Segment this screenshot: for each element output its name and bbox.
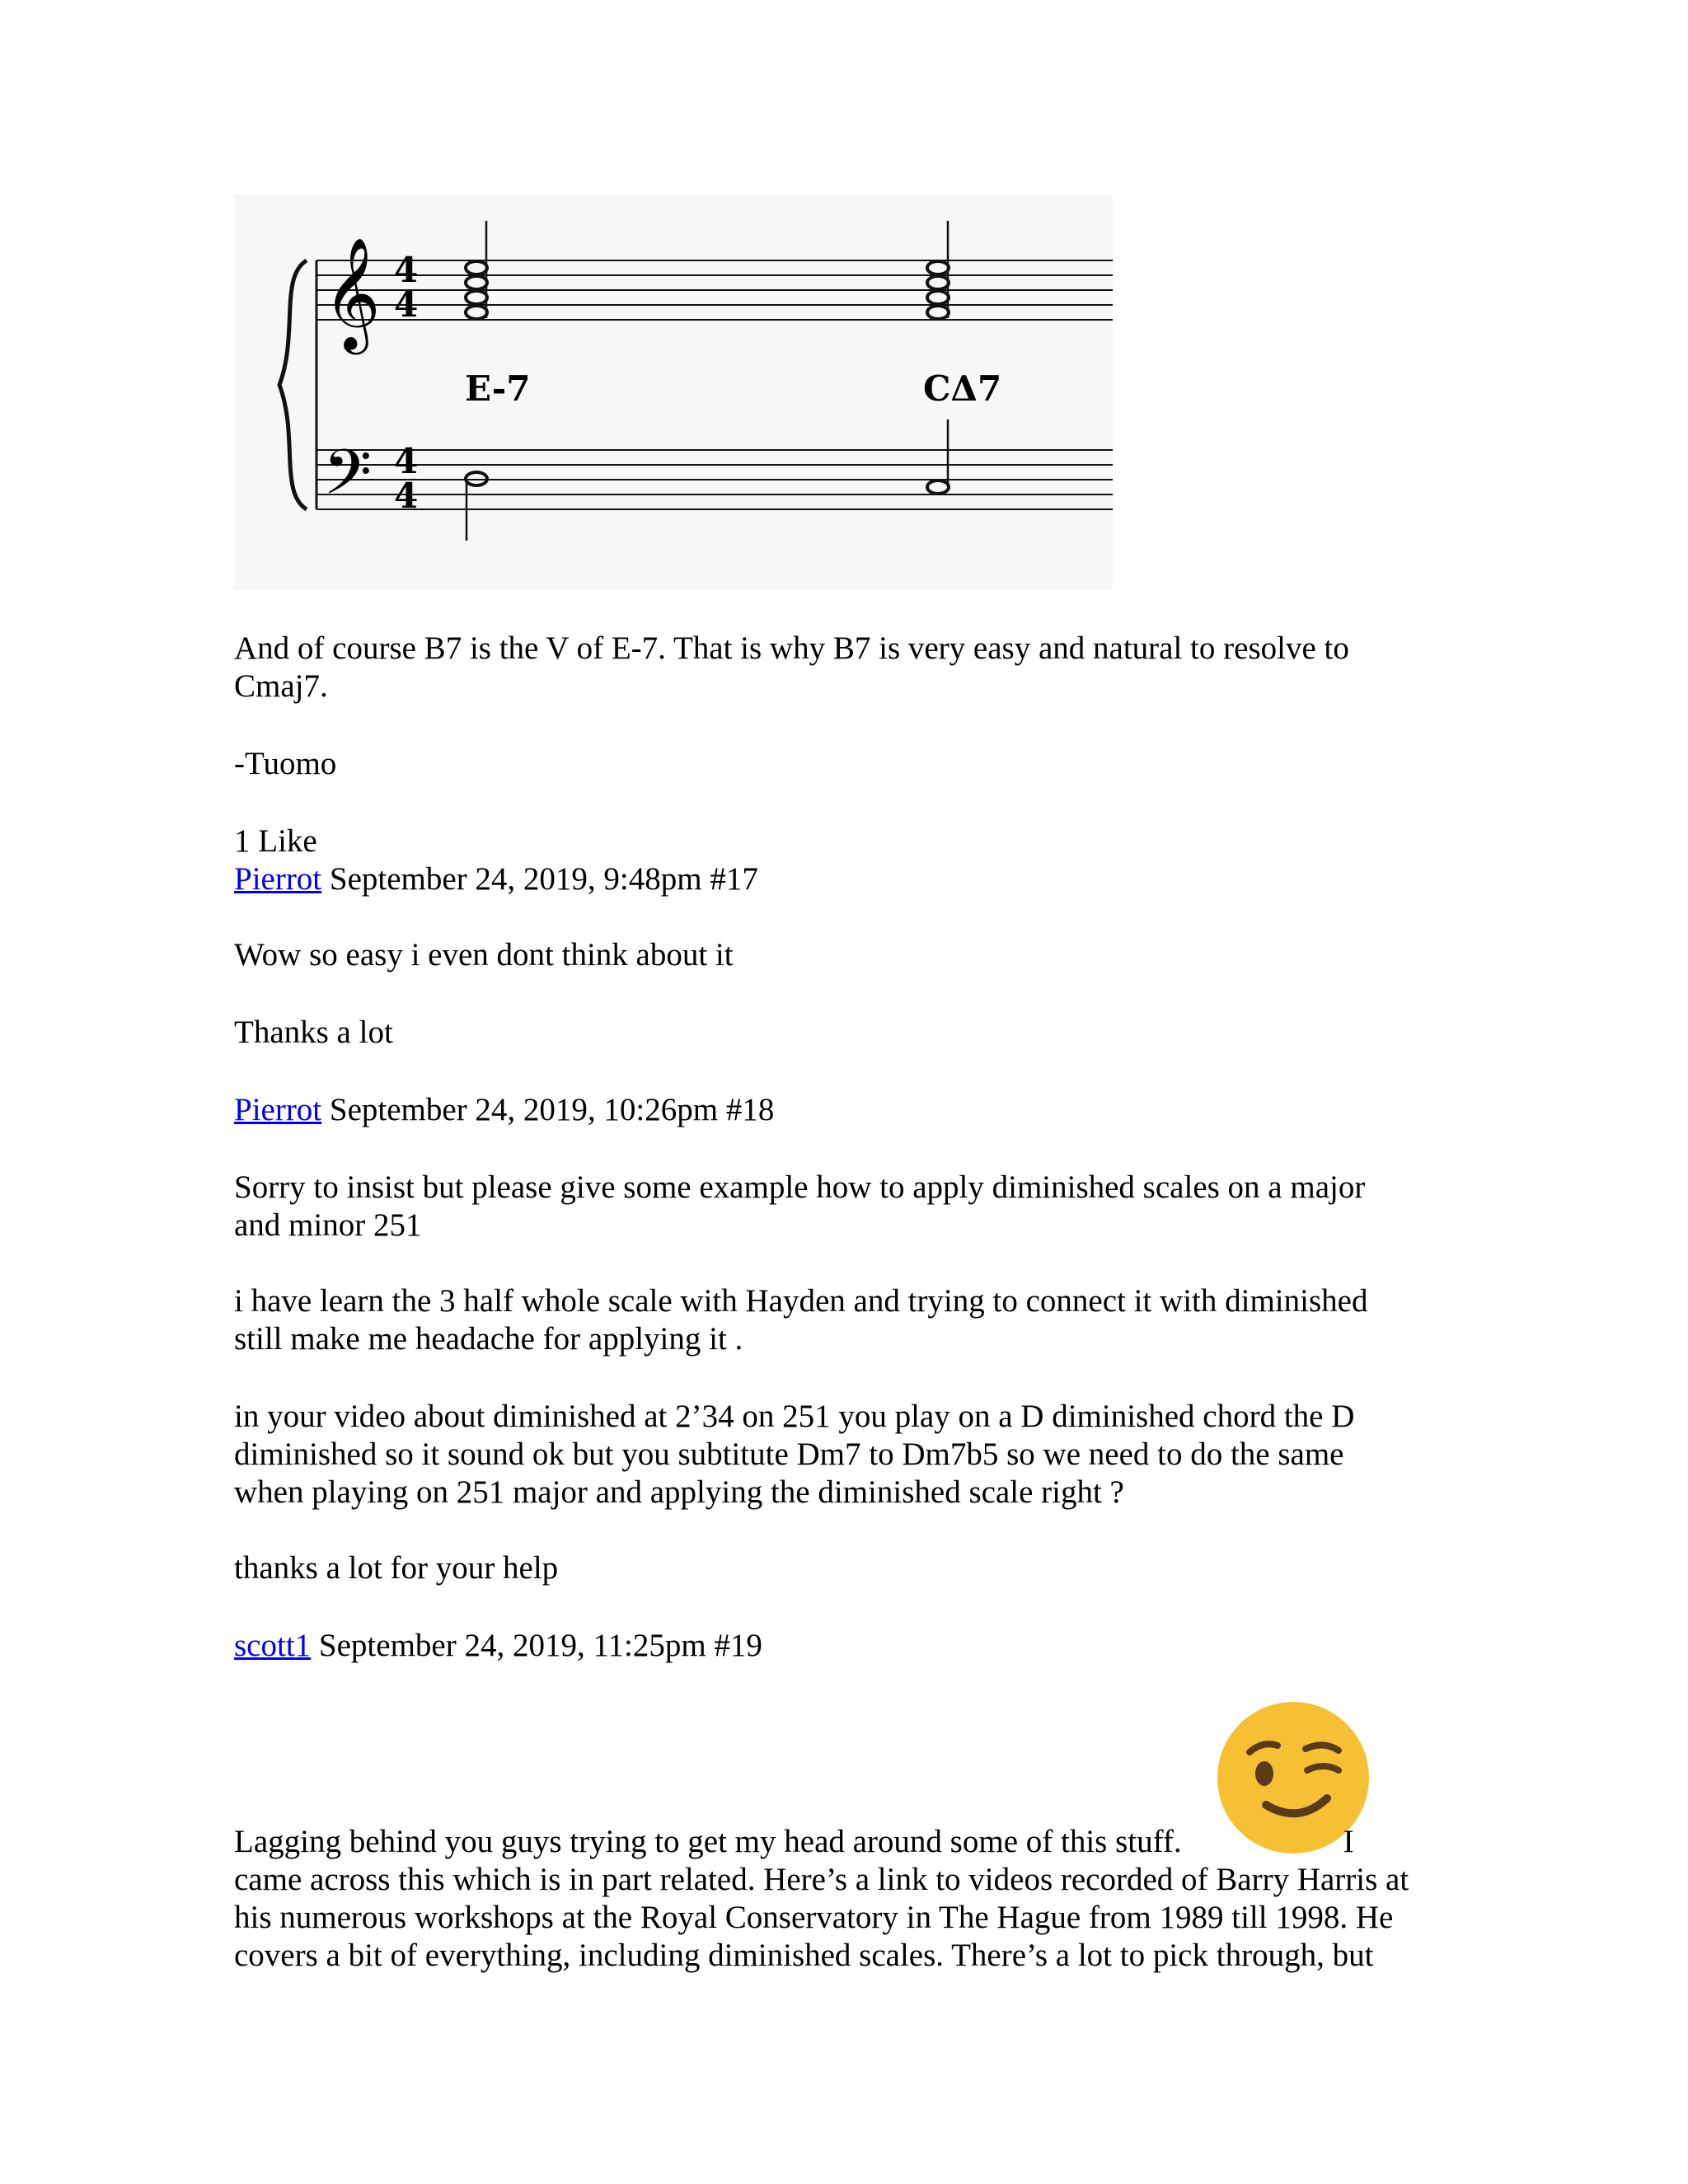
author-link[interactable]: scott1 [234,1628,312,1663]
text-segment: Lagging behind you guys trying to get my head around some of this stuff. [234,1824,1182,1859]
post-meta: September 24, 2019, 11:25pm #19 [311,1628,762,1663]
text-line: in your video about diminished at 2’34 on 251 you play on a D diminished chord the D [234,1399,1355,1434]
post-body-line: Thanks a lot [234,1015,393,1050]
bass-staff [316,450,1113,509]
text-line: diminished so it sound ok but you subtitute Dm7 to Dm7b5 so we need to do the same [234,1436,1344,1472]
paragraph [234,630,1454,705]
text-line: still make me headache for applying it . [234,1321,743,1357]
music-score-image [234,194,1113,590]
grand-staff [234,194,1113,590]
treble-time-bottom: 4 [394,284,419,325]
bass-time-bottom: 4 [394,476,419,516]
text-line: came across this which is in part related. Here’s a link to videos recorded of Barry Harris at [234,1862,1409,1897]
text-line: i have learn the 3 half whole scale with Hayden and trying to connect it with diminished [234,1283,1368,1319]
signature: -Tuomo [234,746,337,781]
chord-symbol-2: CΔ7 [923,368,1002,409]
treble-staff [316,260,1113,320]
post-header-19 [234,1627,1454,1665]
text-line: Sorry to insist but please give some example how to apply diminished scales on a major [234,1169,1366,1205]
chord-symbol-1: E-7 [465,368,531,409]
post-body-line: Wow so easy i even dont think about it [234,937,734,972]
author-link[interactable]: Pierrot [234,1092,322,1127]
author-link[interactable]: Pierrot [234,861,322,897]
treble-time-top: 4 [394,250,419,290]
paragraph [234,1169,1454,1244]
paragraph [234,1398,1454,1511]
like-count: 1 Like [234,823,317,859]
paragraph [234,1282,1454,1358]
text-line: and minor 251 [234,1207,422,1243]
text-line: his numerous workshops at the Royal Conservatory in The Hague from 1989 till 1998. He [234,1900,1394,1935]
bass-note-1 [466,472,487,541]
post-meta: September 24, 2019, 9:48pm #17 [321,861,758,897]
paragraph [234,1823,1454,1975]
bass-time-top: 4 [394,441,419,481]
text-line: when playing on 251 major and applying the diminished scale right ? [234,1474,1124,1510]
post-meta: September 24, 2019, 10:26pm #18 [321,1092,775,1127]
text-line: covers a bit of everything, including diminished scales. There’s a lot to pick through, but [234,1938,1374,1973]
post-header-18 [234,1091,1454,1129]
text-line [234,1823,1454,1861]
post-body-line: thanks a lot for your help [234,1550,559,1586]
brace [279,260,307,509]
text-segment: I [1343,1824,1354,1859]
bass-clef-icon: 𝄢 [323,436,373,524]
bass-note-2 [927,419,949,494]
text-line: And of course B7 is the V of E-7. That is why B7 is very easy and natural to resolve to [234,630,1349,666]
treble-clef-icon: 𝄞 [323,236,381,349]
post-header-17 [234,860,1454,898]
text-line: Cmaj7. [234,668,328,704]
